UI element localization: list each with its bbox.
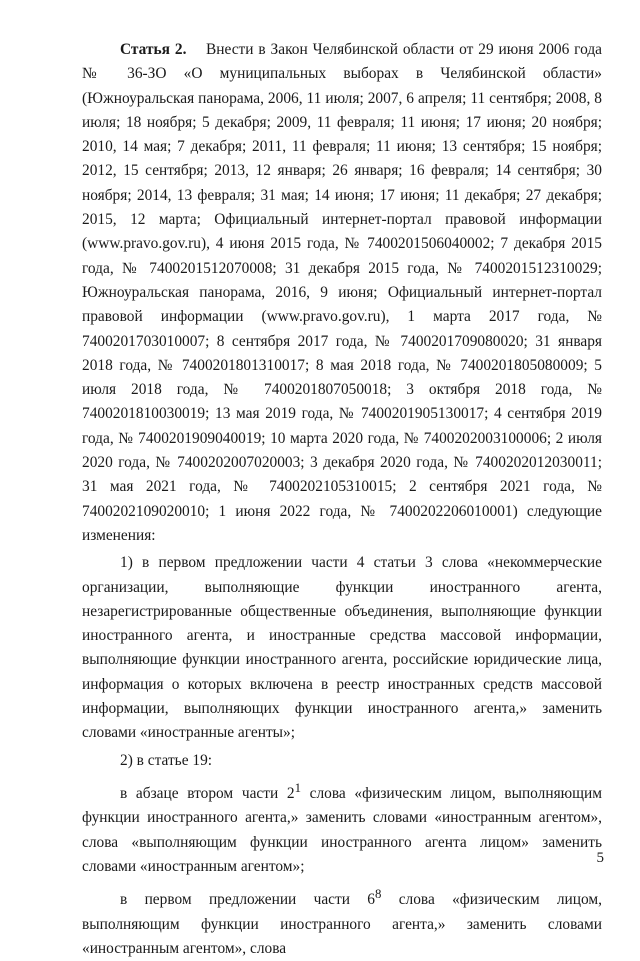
item-2-paragraph: 2) в статье 19: <box>120 751 213 769</box>
page-number: 5 <box>596 850 604 866</box>
clause-a-before: в абзаце втором части 2 <box>120 785 295 803</box>
clause-a-after: слова «физическим лицом, выполняющим функции иностранного агента,» заменить словами «иностранным агентом», слова «выполняющим функции иностранного агента лицом» заменить словами «иностранным агентом»; <box>82 785 602 875</box>
clause-a-superscript: 1 <box>294 780 301 795</box>
document-body <box>82 38 602 961</box>
item-1-paragraph: 1) в первом предложении части 4 статьи 3 слова «некоммерческие организации, выполняющие функции иностранного агента, незарегистрированные общественные объединения, выполняющие функции иностранного агента, и иностранные средства массовой информации, выполняющие функции иностранного агента, российские юридические лица, информация о которых включена в реестр иностранных средств массовой информации, выполняющих функции иностранного агента,» заменить словами «иностранные агенты»; <box>82 554 602 742</box>
article-heading: Статья 2. <box>120 41 187 58</box>
clause-b-superscript: 8 <box>374 887 382 902</box>
article-paragraph <box>82 38 602 548</box>
clause-b-after: слова «физическим лицом, выполняющим функции иностранного агента,» заменить словами «иностранным агентом», слова <box>82 891 603 957</box>
article-intro: Внести в Закон Челябинской области от 29 июня 2006 года № 36-ЗО «О муниципальных выборах в Челябинской области» (Южноуральская панорама, 2006, 11 июля; 2007, 6 апреля; 11 сентября; 2008, 8 июля; 18 ноября; 5 декабря; 2009, 11 февраля; 11 июня; 17 июня; 20 ноября; 2010, 14 мая; 7 декабря; 2011, 11 февраля; 11 июня; 13 сентября; 15 ноября; 2012, 15 сентября; 2013, 12 января; 26 января; 16 февраля; 14 сентября; 30 ноября; 2014, 13 февраля; 31 мая; 14 июня; 17 июня; 11 декабря; 27 декабря; 2015, 12 марта; Официальный интернет-портал правовой информации (www.pravo.gov.ru), 4 июня 2015 года, № 7400201506040002; 7 декабря 2015 года, № 7400201512070008; 31 декабря 2015 года, № 7400201512310029; Южноуральская панорама, 2016, 9 июня; Официальный интернет-портал правовой информации (www.pravo.gov.ru), 1 марта 2017 года, № 7400201703010007; 8 сентября 2017 года, № 7400201709080020; 31 января 2018 года, № 7400201801310017; 8 мая 2018 года, № 7400201805080009; 5 июля 2018 года, № 7400201807050018; 3 октября 2018 года, № 7400201810030019; 13 мая 2019 года, № 7400201905130017; 4 сентября 2019 года, № 7400201909040019; 10 марта 2020 года, № 7400202003100006; 2 июля 2020 года, № 7400202007020003; 3 декабря 2020 года, № 7400202012030011; 31 мая 2021 года, № 7400202105310015; 2 сентября 2021 года, № 7400202109020010; 1 июня 2022 года, № 7400202206010001) следующие изменения: <box>82 41 603 544</box>
clause-part-2-1-paragraph <box>82 776 602 879</box>
clause-part-6-8-paragraph <box>82 882 602 961</box>
clause-b-before: в первом предложении части 6 <box>120 891 375 909</box>
